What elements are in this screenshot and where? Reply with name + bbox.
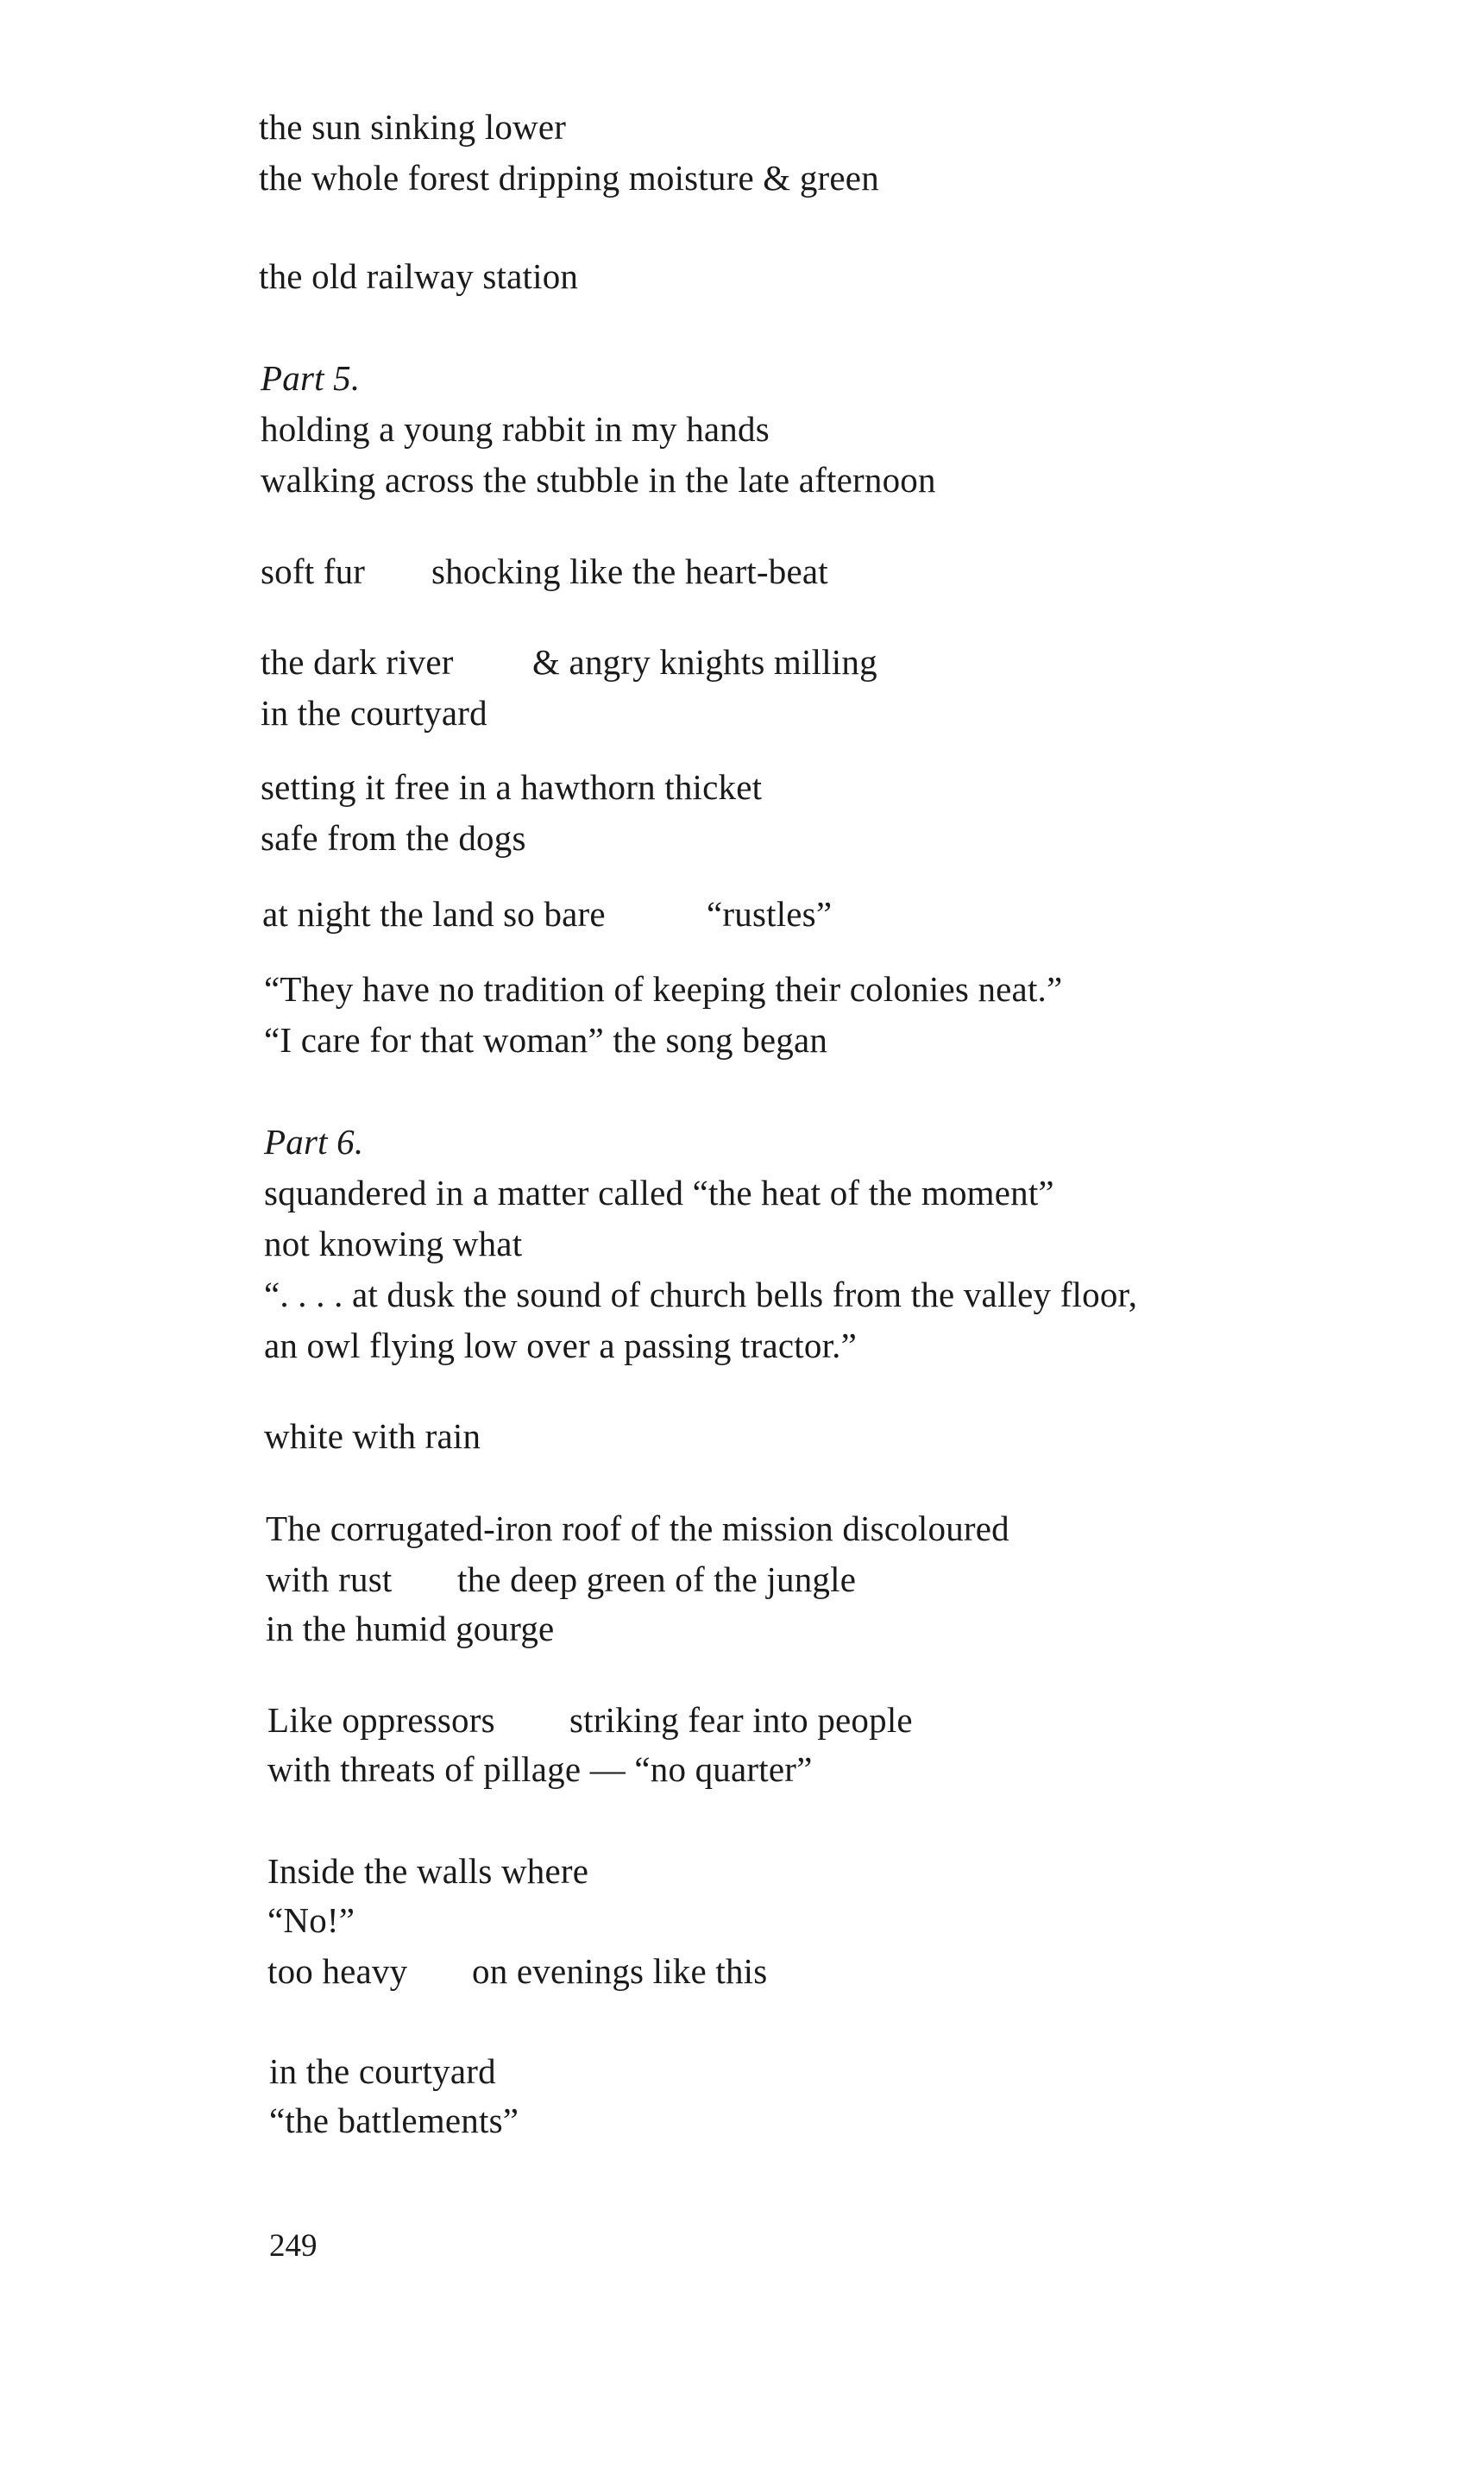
poem-line: the old railway station bbox=[259, 256, 579, 296]
poem-line: the sun sinking lower bbox=[259, 107, 567, 147]
poem-line: safe from the dogs bbox=[261, 818, 526, 858]
section-heading: Part 6. bbox=[264, 1122, 364, 1162]
poem-line: in the humid gourge bbox=[266, 1609, 555, 1648]
poem-line: setting it free in a hawthorn thicket bbox=[261, 767, 763, 807]
poem-line: with threats of pillage — “no quarter” bbox=[267, 1749, 813, 1789]
poem-line: striking fear into people bbox=[569, 1700, 913, 1740]
poem-line: “They have no tradition of keeping their colonies neat.” bbox=[264, 969, 1063, 1009]
poem-line: “No!” bbox=[267, 1900, 355, 1940]
poem-line: too heavy bbox=[267, 1951, 408, 1991]
poem-line: in the courtyard bbox=[269, 2051, 496, 2091]
poem-line: Like oppressors bbox=[267, 1700, 495, 1740]
poem-line: “I care for that woman” the song began bbox=[264, 1020, 828, 1060]
poem-line: holding a young rabbit in my hands bbox=[261, 409, 770, 449]
poem-line: “rustles” bbox=[707, 894, 833, 934]
page-number: 249 bbox=[269, 2228, 318, 2264]
poem-line: “. . . . at dusk the sound of church bells from the valley floor, bbox=[264, 1275, 1138, 1314]
poem-line: the dark river bbox=[261, 642, 454, 682]
poem-line: not knowing what bbox=[264, 1224, 523, 1263]
poem-line: white with rain bbox=[264, 1416, 481, 1456]
poem-line: & angry knights milling bbox=[532, 642, 877, 682]
poem-line: shocking like the heart-beat bbox=[431, 551, 828, 591]
poem-line: Inside the walls where bbox=[267, 1851, 589, 1891]
poem-line: an owl flying low over a passing tractor.” bbox=[264, 1326, 858, 1365]
poem-line: in the courtyard bbox=[261, 693, 487, 733]
poem-line: the deep green of the jungle bbox=[457, 1559, 857, 1599]
poem-line: squandered in a matter called “the heat of the moment” bbox=[264, 1173, 1054, 1212]
section-heading: Part 5. bbox=[261, 358, 361, 398]
poem-line: walking across the stubble in the late afternoon bbox=[261, 460, 936, 500]
poem-line: soft fur bbox=[261, 551, 366, 591]
poem-line: “the battlements” bbox=[269, 2101, 519, 2140]
poem-line: the whole forest dripping moisture & green bbox=[259, 158, 879, 198]
poem-line: at night the land so bare bbox=[262, 894, 606, 934]
poem-line: with rust bbox=[266, 1559, 393, 1599]
poem-line: on evenings like this bbox=[472, 1951, 768, 1991]
poem-line: The corrugated-iron roof of the mission discoloured bbox=[266, 1508, 1009, 1548]
